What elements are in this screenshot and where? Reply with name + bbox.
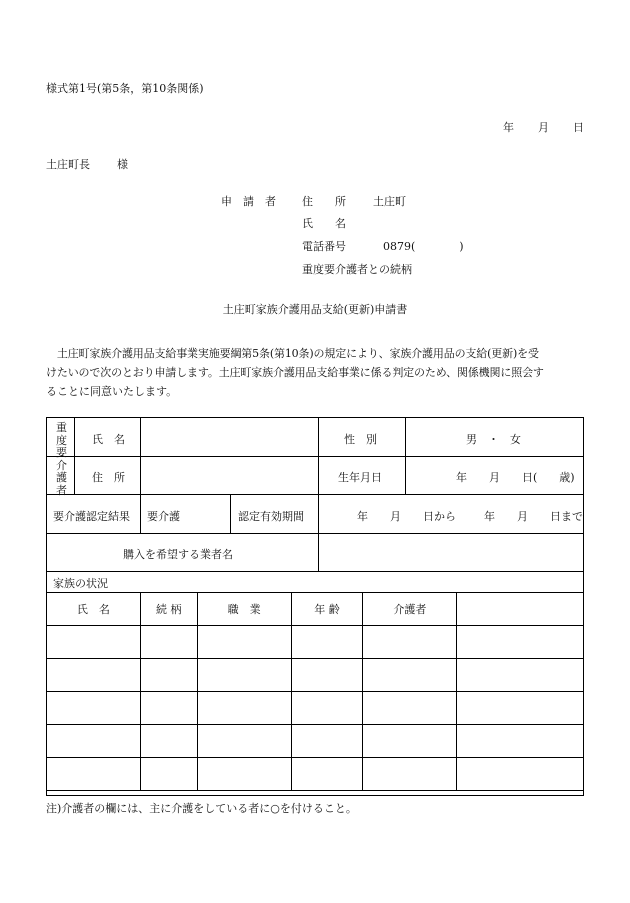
table-row bbox=[47, 626, 584, 659]
header-name: 氏 名 bbox=[47, 593, 141, 626]
table-cell[interactable] bbox=[47, 725, 141, 758]
valid-from: 年 月 日から bbox=[357, 510, 456, 523]
family-status-label: 家族の状況 bbox=[53, 577, 108, 590]
table-cell[interactable] bbox=[140, 626, 197, 659]
care-level-label: 要介護 bbox=[147, 510, 180, 523]
table-cell[interactable] bbox=[291, 692, 363, 725]
table-cell[interactable] bbox=[291, 659, 363, 692]
applicant-label: 申 請 者 bbox=[221, 195, 276, 208]
table-cell[interactable] bbox=[197, 692, 291, 725]
valid-to: 年 月 日まで bbox=[484, 510, 583, 523]
table-cell[interactable] bbox=[197, 626, 291, 659]
dob-label: 生年月日 bbox=[338, 471, 382, 484]
table-cell[interactable] bbox=[197, 758, 291, 791]
table-cell[interactable] bbox=[457, 758, 584, 791]
header-caregiver: 介護者 bbox=[363, 593, 457, 626]
applicant-phone-label: 電話番号 bbox=[302, 240, 346, 253]
table-row bbox=[47, 659, 584, 692]
header-relation: 続 柄 bbox=[140, 593, 197, 626]
footnote: 注)介護者の欄には、主に介護をしている者に○を付けること。 bbox=[46, 802, 357, 815]
sex-label: 性 別 bbox=[344, 433, 377, 446]
table-cell[interactable] bbox=[291, 758, 363, 791]
header-age: 年 齢 bbox=[291, 593, 363, 626]
table-row bbox=[47, 758, 584, 791]
table-cell[interactable] bbox=[140, 659, 197, 692]
table-cell[interactable] bbox=[140, 692, 197, 725]
addressee-honorific: 様 bbox=[117, 158, 128, 171]
sex-options: 男 ・ 女 bbox=[466, 433, 521, 446]
dob-value: 年 月 日( 歳) bbox=[456, 471, 575, 484]
valid-period-label: 認定有効期間 bbox=[238, 510, 304, 523]
table-cell[interactable] bbox=[363, 758, 457, 791]
table-cell[interactable] bbox=[291, 725, 363, 758]
table-cell[interactable] bbox=[363, 626, 457, 659]
table-row bbox=[47, 725, 584, 758]
body-line-3: ることに同意いたします。 bbox=[46, 385, 178, 398]
table-cell[interactable] bbox=[197, 725, 291, 758]
recipient-name-label: 氏 名 bbox=[92, 433, 125, 446]
table-cell[interactable] bbox=[140, 725, 197, 758]
table-cell[interactable] bbox=[457, 626, 584, 659]
table-header-row bbox=[47, 593, 584, 626]
table-cell[interactable] bbox=[47, 626, 141, 659]
table-cell[interactable] bbox=[47, 659, 141, 692]
table-cell[interactable] bbox=[47, 758, 141, 791]
table-cell[interactable] bbox=[197, 659, 291, 692]
table-cell[interactable] bbox=[140, 758, 197, 791]
applicant-relation-label: 重度要介護者との続柄 bbox=[302, 263, 412, 276]
applicant-address-value: 土庄町 bbox=[373, 195, 406, 208]
table-cell[interactable] bbox=[363, 659, 457, 692]
table-cell[interactable] bbox=[457, 659, 584, 692]
date-year: 年 bbox=[503, 121, 514, 134]
form-number: 様式第1号(第5条，第10条関係) bbox=[46, 82, 204, 95]
body-line-2: けたいので次のとおり申請します。土庄町家族介護用品支給事業に係る判定のため、関係機関に照会す bbox=[46, 366, 544, 379]
header-blank bbox=[457, 593, 584, 626]
severe-care-recipient-label: 重度要介護者 bbox=[56, 421, 67, 497]
vendor-label: 購入を希望する業者名 bbox=[123, 548, 233, 561]
applicant-name-label: 氏 名 bbox=[302, 217, 346, 230]
date-day: 日 bbox=[573, 121, 584, 134]
table-cell[interactable] bbox=[457, 725, 584, 758]
family-table bbox=[46, 592, 584, 791]
table-cell[interactable] bbox=[363, 692, 457, 725]
addressee-name: 土庄町長 bbox=[46, 158, 90, 171]
care-result-label: 要介護認定結果 bbox=[53, 510, 130, 523]
table-cell[interactable] bbox=[363, 725, 457, 758]
header-occupation: 職 業 bbox=[197, 593, 291, 626]
date-month: 月 bbox=[538, 121, 549, 134]
table-row bbox=[47, 692, 584, 725]
document-title: 土庄町家族介護用品支給(更新)申請書 bbox=[222, 303, 408, 316]
body-line-1: 土庄町家族介護用品支給事業実施要綱第5条(第10条)の規定により、家族介護用品の支給(更新)を受 bbox=[46, 347, 539, 360]
table-cell[interactable] bbox=[291, 626, 363, 659]
table-cell[interactable] bbox=[47, 692, 141, 725]
table-cell[interactable] bbox=[457, 692, 584, 725]
applicant-phone-value: 0879( ) bbox=[383, 240, 464, 253]
recipient-address-label: 住 所 bbox=[92, 471, 125, 484]
applicant-address-label: 住 所 bbox=[302, 195, 346, 208]
